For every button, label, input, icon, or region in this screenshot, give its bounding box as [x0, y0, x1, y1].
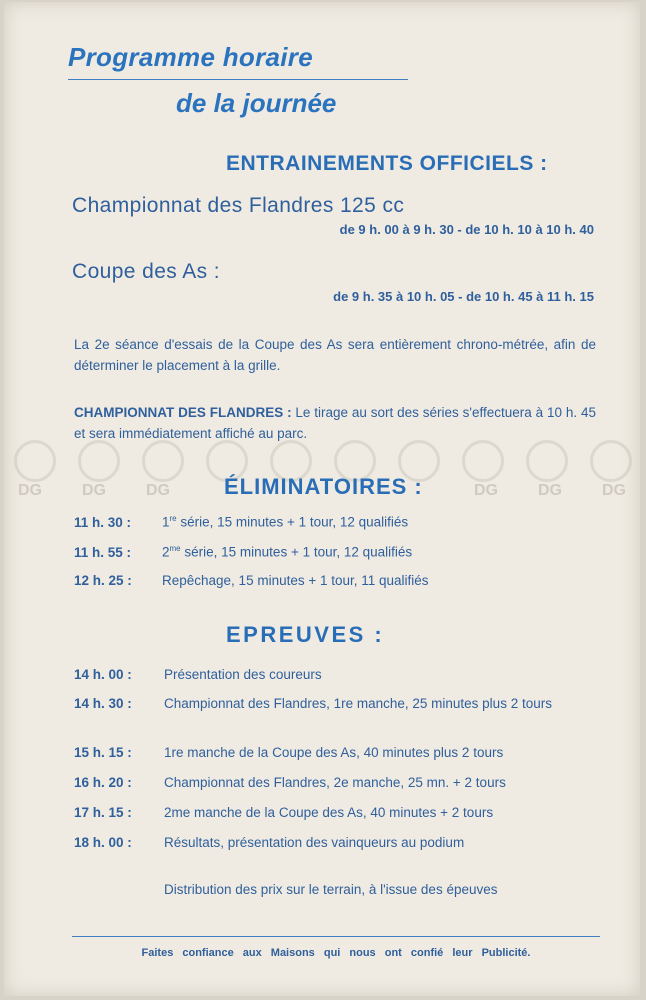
epreuve-row — [74, 743, 600, 763]
training-item-name: Championnat des Flandres 125 cc — [72, 194, 405, 217]
epreuve-row — [74, 803, 600, 823]
program-page — [4, 2, 640, 996]
eliminatoire-text-sup: re — [169, 514, 177, 523]
epreuve-text: 2me manche de la Coupe des As, 40 minutes + 2 tours — [164, 805, 494, 820]
footer-note: Faites confiance aux Maisons qui nous ont confié leur Publicité. — [141, 947, 531, 959]
training-item-times: de 9 h. 00 à 9 h. 30 - de 10 h. 10 à 10 h. 40 — [339, 222, 594, 237]
watermark-mark — [14, 440, 56, 482]
epreuve-row — [74, 694, 600, 714]
eliminatoire-time: 12 h. 25 : — [74, 573, 132, 588]
distribution-note: Distribution des prix sur le terrain, à l'issue des épeuves — [164, 882, 498, 897]
epreuve-row — [74, 833, 600, 853]
eliminatoire-text-pre: 2 — [162, 544, 170, 560]
epreuve-row — [74, 773, 600, 793]
championnat-note — [74, 402, 596, 444]
eliminatoire-time: 11 h. 30 : — [74, 514, 132, 530]
epreuve-row — [74, 665, 600, 685]
epreuve-text: 1re manche de la Coupe des As, 40 minutes plus 2 tours — [164, 745, 504, 760]
entrainements-heading: ENTRAINEMENTS OFFICIELS : — [226, 152, 548, 175]
watermark-mark — [142, 440, 184, 482]
eliminatoire-text: série, 15 minutes + 1 tour, 12 qualifiés — [180, 544, 413, 560]
eliminatoire-text: série, 15 minutes + 1 tour, 12 qualifiés — [176, 514, 409, 530]
eliminatoire-text-pre: Repêchage, 15 minutes + 1 tour, 11 qualifiés — [162, 573, 429, 588]
watermark-mark — [526, 440, 568, 482]
watermark-mark — [78, 440, 120, 482]
championnat-note-label: CHAMPIONNAT DES FLANDRES : — [74, 405, 292, 420]
epreuve-time: 18 h. 00 : — [74, 835, 132, 850]
training-item-times: de 9 h. 35 à 10 h. 05 - de 10 h. 45 à 11 h. 15 — [333, 289, 594, 304]
eliminatoire-row — [74, 514, 408, 530]
epreuve-time: 14 h. 30 : — [74, 696, 132, 711]
epreuve-time: 16 h. 20 : — [74, 775, 132, 790]
championnat-note-text: Le tirage au sort des séries s'effectuera à 10 h. 45 et sera immédiatement affiché au parc. — [74, 405, 596, 441]
eliminatoire-text-pre: 1 — [162, 514, 170, 530]
watermark-text: DG — [602, 482, 626, 499]
epreuve-text: Championnat des Flandres, 2e manche, 25 mn. + 2 tours — [164, 775, 506, 790]
eliminatoire-row — [74, 544, 412, 560]
title-line-1: Programme horaire — [68, 42, 313, 72]
epreuve-time: 15 h. 15 : — [74, 745, 132, 760]
footer-rule — [72, 936, 600, 937]
eliminatoire-text-sup: me — [169, 544, 181, 553]
epreuve-text: Résultats, présentation des vainqueurs au podium — [164, 835, 465, 850]
training-item-name: Coupe des As : — [72, 260, 221, 283]
watermark-text: DG — [146, 482, 170, 499]
eliminatoire-time: 11 h. 55 : — [74, 544, 132, 560]
watermark-mark — [590, 440, 632, 482]
watermark-text: DG — [538, 482, 562, 499]
watermark-mark — [462, 440, 504, 482]
epreuve-time: 17 h. 15 : — [74, 805, 132, 820]
title-line-2: de la journée — [176, 88, 337, 118]
epreuve-text: Présentation des coureurs — [164, 667, 322, 682]
title-underline — [68, 79, 408, 80]
watermark-text: DG — [18, 482, 42, 499]
epreuve-text: Championnat des Flandres, 1re manche, 25 minutes plus 2 tours — [164, 696, 552, 711]
epreuve-time: 14 h. 00 : — [74, 667, 132, 682]
qualifying-note: La 2e séance d'essais de la Coupe des As sera entièrement chrono-métrée, afin de déterminer le placement à la grille. — [74, 337, 596, 373]
watermark-text: DG — [474, 482, 498, 499]
watermark-text: DG — [82, 482, 106, 499]
epreuves-heading: EPREUVES : — [226, 622, 385, 647]
eliminatoires-heading: ÉLIMINATOIRES : — [224, 474, 423, 499]
eliminatoire-row — [74, 573, 429, 588]
